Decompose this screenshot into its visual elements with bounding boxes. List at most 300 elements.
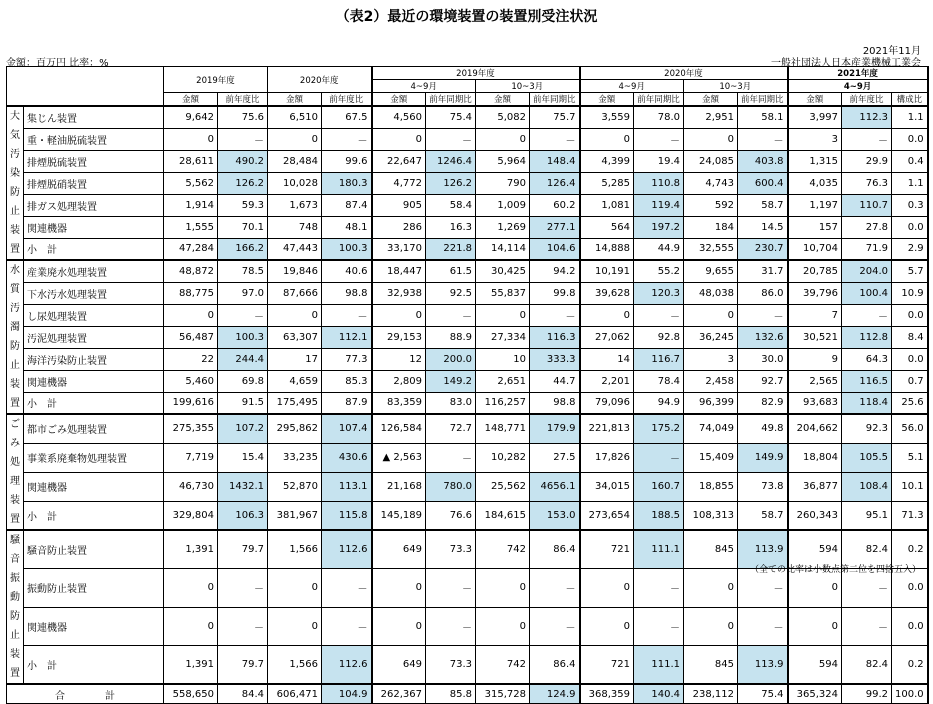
table-row [7, 646, 928, 685]
cell-value: 0.3 [892, 194, 928, 216]
cell-value: 85.3 [322, 370, 372, 392]
cell-value: 71.9 [842, 238, 892, 260]
cell-value: － [738, 569, 788, 608]
cell-value: 94.2 [530, 260, 580, 282]
cell-value: 5.1 [892, 443, 928, 472]
cell-value: 221,813 [580, 414, 634, 443]
cell-value: 70.1 [218, 216, 268, 238]
cell-value: 20,785 [788, 260, 842, 282]
cell-value: － [426, 607, 476, 646]
cell-value: 112.1 [322, 326, 372, 348]
cell-value: 47,443 [268, 238, 322, 260]
cell-value: 10,191 [580, 260, 634, 282]
cell-value: 116.5 [842, 370, 892, 392]
cell-value: 21,168 [372, 472, 426, 501]
cell-value: 4,035 [788, 172, 842, 194]
cell-value: 184,615 [476, 501, 530, 530]
cell-value: 0 [268, 607, 322, 646]
cell-value: 112.6 [322, 646, 372, 685]
cell-value: 72.7 [426, 414, 476, 443]
row-name: 騒音防止装置 [24, 530, 164, 569]
cell-value: 3 [684, 348, 738, 370]
total-value: 104.9 [322, 684, 372, 704]
subheader-share: 構成比 [892, 93, 928, 107]
cell-value: 108,313 [684, 501, 738, 530]
table-row [7, 194, 928, 216]
total-value: 85.8 [426, 684, 476, 704]
cell-value: 1,269 [476, 216, 530, 238]
cell-value: 8.4 [892, 326, 928, 348]
cell-value: 905 [372, 194, 426, 216]
cell-value: 91.5 [218, 392, 268, 414]
row-name: 振動防止装置 [24, 569, 164, 608]
cell-value: 88,775 [164, 282, 218, 304]
table-row [7, 501, 928, 530]
cell-value: 99.8 [530, 282, 580, 304]
cell-value: 592 [684, 194, 738, 216]
total-value: 84.4 [218, 684, 268, 704]
row-name: 下水汚水処理装置 [24, 282, 164, 304]
cell-value: 86.4 [530, 530, 580, 569]
cell-value: 490.2 [218, 150, 268, 172]
table-row [7, 216, 928, 238]
cell-value: 78.4 [634, 370, 684, 392]
cell-value: 73.3 [426, 646, 476, 685]
cell-value: 27,062 [580, 326, 634, 348]
cell-value: 87.4 [322, 194, 372, 216]
row-name: 関連機器 [24, 216, 164, 238]
cell-value: 790 [476, 172, 530, 194]
table-row [7, 472, 928, 501]
cell-value: 100.4 [842, 282, 892, 304]
cell-value: 30.0 [738, 348, 788, 370]
table-row [7, 238, 928, 260]
cell-value: 0 [788, 607, 842, 646]
cell-value: 93,683 [788, 392, 842, 414]
cell-value: 1,197 [788, 194, 842, 216]
cell-value: 33,170 [372, 238, 426, 260]
cell-value: － [634, 304, 684, 326]
cell-value: 1.1 [892, 172, 928, 194]
cell-value: 721 [580, 530, 634, 569]
cell-value: 0 [268, 304, 322, 326]
cell-value: － [322, 304, 372, 326]
cell-value: 92.8 [634, 326, 684, 348]
cell-value: 748 [268, 216, 322, 238]
cell-value: 2,651 [476, 370, 530, 392]
cell-value: 17,826 [580, 443, 634, 472]
cell-value: 0.0 [892, 216, 928, 238]
cell-value: 48.1 [322, 216, 372, 238]
cell-value: 14.5 [738, 216, 788, 238]
row-name: 事業系廃棄物処理装置 [24, 443, 164, 472]
cell-value: 34,015 [580, 472, 634, 501]
cell-value: 115.8 [322, 501, 372, 530]
cell-value: 92.5 [426, 282, 476, 304]
cell-value: 1246.4 [426, 150, 476, 172]
cell-value: 56,487 [164, 326, 218, 348]
cell-value: 116.7 [634, 348, 684, 370]
total-value: 365,324 [788, 684, 842, 704]
cell-value: 0.0 [892, 128, 928, 150]
cell-value: 2.9 [892, 238, 928, 260]
cell-value: 15.4 [218, 443, 268, 472]
cell-value: 430.6 [322, 443, 372, 472]
cell-value: 58.1 [738, 106, 788, 128]
header-fy2020: 2020年度 [268, 67, 372, 93]
cell-value: 180.3 [322, 172, 372, 194]
row-name: 関連機器 [24, 607, 164, 646]
cell-value: 97.0 [218, 282, 268, 304]
cell-value: 10.1 [892, 472, 928, 501]
cell-value: 1,914 [164, 194, 218, 216]
cell-value: 1,315 [788, 150, 842, 172]
table-row [7, 443, 928, 472]
cell-value: 5,964 [476, 150, 530, 172]
cell-value: 22 [164, 348, 218, 370]
row-name: 小 計 [24, 238, 164, 260]
cell-value: 10.9 [892, 282, 928, 304]
cell-value: 99.6 [322, 150, 372, 172]
row-name: 海洋汚染防止装置 [24, 348, 164, 370]
cell-value: 10,282 [476, 443, 530, 472]
cell-value: 39,796 [788, 282, 842, 304]
cell-value: 110.7 [842, 194, 892, 216]
cell-value: 149.9 [738, 443, 788, 472]
cell-value: 82.4 [842, 646, 892, 685]
cell-value: 33,235 [268, 443, 322, 472]
cell-value: 0 [788, 569, 842, 608]
cell-value: 742 [476, 530, 530, 569]
cell-value: 64.3 [842, 348, 892, 370]
cell-value: 30,521 [788, 326, 842, 348]
unit-note: 金額：百万円 比率：% [6, 58, 109, 69]
cell-value: 5,285 [580, 172, 634, 194]
cell-value: 25.6 [892, 392, 928, 414]
cell-value: 58.7 [738, 501, 788, 530]
cell-value: 92.3 [842, 414, 892, 443]
cell-value: 0 [684, 569, 738, 608]
cell-value: 126.2 [218, 172, 268, 194]
cell-value: 153.0 [530, 501, 580, 530]
cell-value: 107.2 [218, 414, 268, 443]
cell-value: 0 [476, 128, 530, 150]
cell-value: 333.3 [530, 348, 580, 370]
cell-value: 55.2 [634, 260, 684, 282]
table-row [7, 260, 928, 282]
cell-value: 79,096 [580, 392, 634, 414]
table-row [7, 607, 928, 646]
cell-value: 845 [684, 646, 738, 685]
cell-value: 0 [164, 304, 218, 326]
cell-value: 197.2 [634, 216, 684, 238]
cell-value: 221.8 [426, 238, 476, 260]
row-name: 小 計 [24, 646, 164, 685]
cell-value: 111.1 [634, 646, 684, 685]
cell-value: 67.5 [322, 106, 372, 128]
cell-value: 780.0 [426, 472, 476, 501]
cell-value: 0.7 [892, 370, 928, 392]
row-name: 集じん装置 [24, 106, 164, 128]
cell-value: 58.7 [738, 194, 788, 216]
cell-value: 76.3 [842, 172, 892, 194]
cell-value: 69.8 [218, 370, 268, 392]
cell-value: 106.3 [218, 501, 268, 530]
cell-value: 113.9 [738, 646, 788, 685]
cell-value: 55,837 [476, 282, 530, 304]
cell-value: 0 [164, 607, 218, 646]
cell-value: 10,028 [268, 172, 322, 194]
cell-value: 845 [684, 530, 738, 569]
cell-value: 19.4 [634, 150, 684, 172]
rounding-note: （全ての比率は小数点第二位を四捨五入） [749, 565, 921, 575]
subheader-yoy: 前年度比 [322, 93, 372, 107]
cell-value: － [218, 304, 268, 326]
cell-value: 19,846 [268, 260, 322, 282]
cell-value: 56.0 [892, 414, 928, 443]
cell-value: 295,862 [268, 414, 322, 443]
cell-value: － [530, 569, 580, 608]
cell-value: 7,719 [164, 443, 218, 472]
cell-value: 9,655 [684, 260, 738, 282]
cell-value: － [842, 607, 892, 646]
header-fy2020-halves: 2020年度 [580, 67, 788, 80]
total-value: 238,112 [684, 684, 738, 704]
orders-table [6, 66, 929, 704]
cell-value: 742 [476, 646, 530, 685]
cell-value: 2,565 [788, 370, 842, 392]
cell-value: 594 [788, 530, 842, 569]
cell-value: 39,628 [580, 282, 634, 304]
row-name: し尿処理装置 [24, 304, 164, 326]
cell-value: 4,743 [684, 172, 738, 194]
cell-value: － [530, 128, 580, 150]
table-row [7, 304, 928, 326]
cell-value: 113.9 [738, 530, 788, 569]
cell-value: 112.3 [842, 106, 892, 128]
cell-value: 0.4 [892, 150, 928, 172]
cell-value: － [634, 443, 684, 472]
cell-value: 98.8 [322, 282, 372, 304]
cell-value: － [426, 569, 476, 608]
cell-value: 5,460 [164, 370, 218, 392]
cell-value: 75.7 [530, 106, 580, 128]
total-value: 124.9 [530, 684, 580, 704]
cell-value: － [634, 128, 684, 150]
subheader-amount: 金額 [164, 93, 218, 107]
header-blank [7, 67, 164, 107]
table-row [7, 370, 928, 392]
cell-value: 649 [372, 530, 426, 569]
cell-value: 5,082 [476, 106, 530, 128]
cell-value: 71.3 [892, 501, 928, 530]
cell-value: 260,343 [788, 501, 842, 530]
cell-value: 76.6 [426, 501, 476, 530]
cell-value: 0 [684, 607, 738, 646]
cell-value: 721 [580, 646, 634, 685]
cell-value: 27.8 [842, 216, 892, 238]
total-value: 140.4 [634, 684, 684, 704]
cell-value: 49.8 [738, 414, 788, 443]
cell-value: ▲ 2,563 [372, 443, 426, 472]
cell-value: 25,562 [476, 472, 530, 501]
cell-value: 14,114 [476, 238, 530, 260]
cell-value: 60.2 [530, 194, 580, 216]
cell-value: 104.6 [530, 238, 580, 260]
cell-value: 166.2 [218, 238, 268, 260]
subheader-yoy_period: 前年同期比 [426, 93, 476, 107]
subheader-yoy_period: 前年同期比 [634, 93, 684, 107]
cell-value: 0 [268, 128, 322, 150]
cell-value: 108.4 [842, 472, 892, 501]
cell-value: 2,458 [684, 370, 738, 392]
header-fy2019-halves: 2019年度 [372, 67, 580, 80]
cell-value: 94.9 [634, 392, 684, 414]
cell-value: 126.2 [426, 172, 476, 194]
cell-value: 0 [580, 607, 634, 646]
cell-value: 0 [372, 569, 426, 608]
row-name: 汚泥処理装置 [24, 326, 164, 348]
subheader-yoy_period: 前年同期比 [738, 93, 788, 107]
cell-value: 79.7 [218, 646, 268, 685]
cell-value: － [426, 128, 476, 150]
cell-value: － [842, 569, 892, 608]
total-value: 558,650 [164, 684, 218, 704]
total-value: 262,367 [372, 684, 426, 704]
cell-value: 100.3 [218, 326, 268, 348]
row-name: 産業廃水処理装置 [24, 260, 164, 282]
cell-value: 3,559 [580, 106, 634, 128]
cell-value: 5,562 [164, 172, 218, 194]
cell-value: － [218, 128, 268, 150]
cell-value: 594 [788, 646, 842, 685]
cell-value: 4,560 [372, 106, 426, 128]
cell-value: 200.0 [426, 348, 476, 370]
subheader-amount: 金額 [580, 93, 634, 107]
cell-value: 132.6 [738, 326, 788, 348]
cell-value: 2,951 [684, 106, 738, 128]
cell-value: 0 [372, 304, 426, 326]
total-value: 100.0 [892, 684, 928, 704]
cell-value: 36,877 [788, 472, 842, 501]
total-value: 315,728 [476, 684, 530, 704]
cell-value: 107.4 [322, 414, 372, 443]
table-row [7, 414, 928, 443]
header-period-2021: 4~9月 [788, 80, 928, 93]
subheader-amount: 金額 [476, 93, 530, 107]
cell-value: 0 [684, 128, 738, 150]
table-row [7, 392, 928, 414]
cell-value: 16.3 [426, 216, 476, 238]
cell-value: 32,938 [372, 282, 426, 304]
cell-value: 204.0 [842, 260, 892, 282]
cell-value: 1.1 [892, 106, 928, 128]
cell-value: 111.1 [634, 530, 684, 569]
cell-value: 75.6 [218, 106, 268, 128]
row-name: 小 計 [24, 392, 164, 414]
cell-value: 381,967 [268, 501, 322, 530]
header-oct-mar-2020: 10~3月 [684, 80, 788, 93]
cell-value: 286 [372, 216, 426, 238]
cell-value: 179.9 [530, 414, 580, 443]
cell-value: 10 [476, 348, 530, 370]
cell-value: 28,484 [268, 150, 322, 172]
cell-value: 4,659 [268, 370, 322, 392]
cell-value: 73.8 [738, 472, 788, 501]
cell-value: － [530, 607, 580, 646]
cell-value: 184 [684, 216, 738, 238]
cell-value: 110.8 [634, 172, 684, 194]
category-label: 大気汚染防止装置 [7, 106, 24, 260]
cell-value: 18,447 [372, 260, 426, 282]
cell-value: 2,201 [580, 370, 634, 392]
cell-value: 24,085 [684, 150, 738, 172]
cell-value: 126,584 [372, 414, 426, 443]
cell-value: 1,081 [580, 194, 634, 216]
cell-value: 126.4 [530, 172, 580, 194]
cell-value: 112.8 [842, 326, 892, 348]
cell-value: 4,399 [580, 150, 634, 172]
cell-value: － [322, 128, 372, 150]
row-name: 排ガス処理装置 [24, 194, 164, 216]
header-fy2019: 2019年度 [164, 67, 268, 93]
cell-value: 29,153 [372, 326, 426, 348]
cell-value: 73.3 [426, 530, 476, 569]
cell-value: 29.9 [842, 150, 892, 172]
cell-value: 0.0 [892, 348, 928, 370]
row-name: 重・軽油脱硫装置 [24, 128, 164, 150]
cell-value: 1,673 [268, 194, 322, 216]
cell-value: 98.8 [530, 392, 580, 414]
cell-value: 0 [580, 304, 634, 326]
cell-value: 119.4 [634, 194, 684, 216]
cell-value: 120.3 [634, 282, 684, 304]
cell-value: 31.7 [738, 260, 788, 282]
cell-value: 36,245 [684, 326, 738, 348]
cell-value: － [634, 607, 684, 646]
subheader-yoy: 前年度比 [218, 93, 268, 107]
cell-value: 15,409 [684, 443, 738, 472]
cell-value: － [738, 304, 788, 326]
cell-value: 1,391 [164, 530, 218, 569]
subheader-yoy_period: 前年同期比 [530, 93, 580, 107]
cell-value: 44.7 [530, 370, 580, 392]
header-fy2021: 2021年度 [788, 67, 928, 80]
cell-value: 0 [164, 128, 218, 150]
cell-value: 649 [372, 646, 426, 685]
cell-value: 160.7 [634, 472, 684, 501]
cell-value: 199,616 [164, 392, 218, 414]
cell-value: 52,870 [268, 472, 322, 501]
cell-value: 88.9 [426, 326, 476, 348]
table-row [7, 106, 928, 128]
cell-value: 1,566 [268, 646, 322, 685]
cell-value: 83,359 [372, 392, 426, 414]
cell-value: 148,771 [476, 414, 530, 443]
cell-value: 0.2 [892, 646, 928, 685]
cell-value: 82.4 [842, 530, 892, 569]
row-name: 排煙脱硫装置 [24, 150, 164, 172]
total-value: 75.4 [738, 684, 788, 704]
category-label: 騒音振動防止装置 [7, 530, 24, 684]
cell-value: 0 [372, 128, 426, 150]
cell-value: 0 [268, 569, 322, 608]
cell-value: 14,888 [580, 238, 634, 260]
cell-value: 78.5 [218, 260, 268, 282]
cell-value: 0.0 [892, 304, 928, 326]
cell-value: 61.5 [426, 260, 476, 282]
subheader-amount: 金額 [684, 93, 738, 107]
